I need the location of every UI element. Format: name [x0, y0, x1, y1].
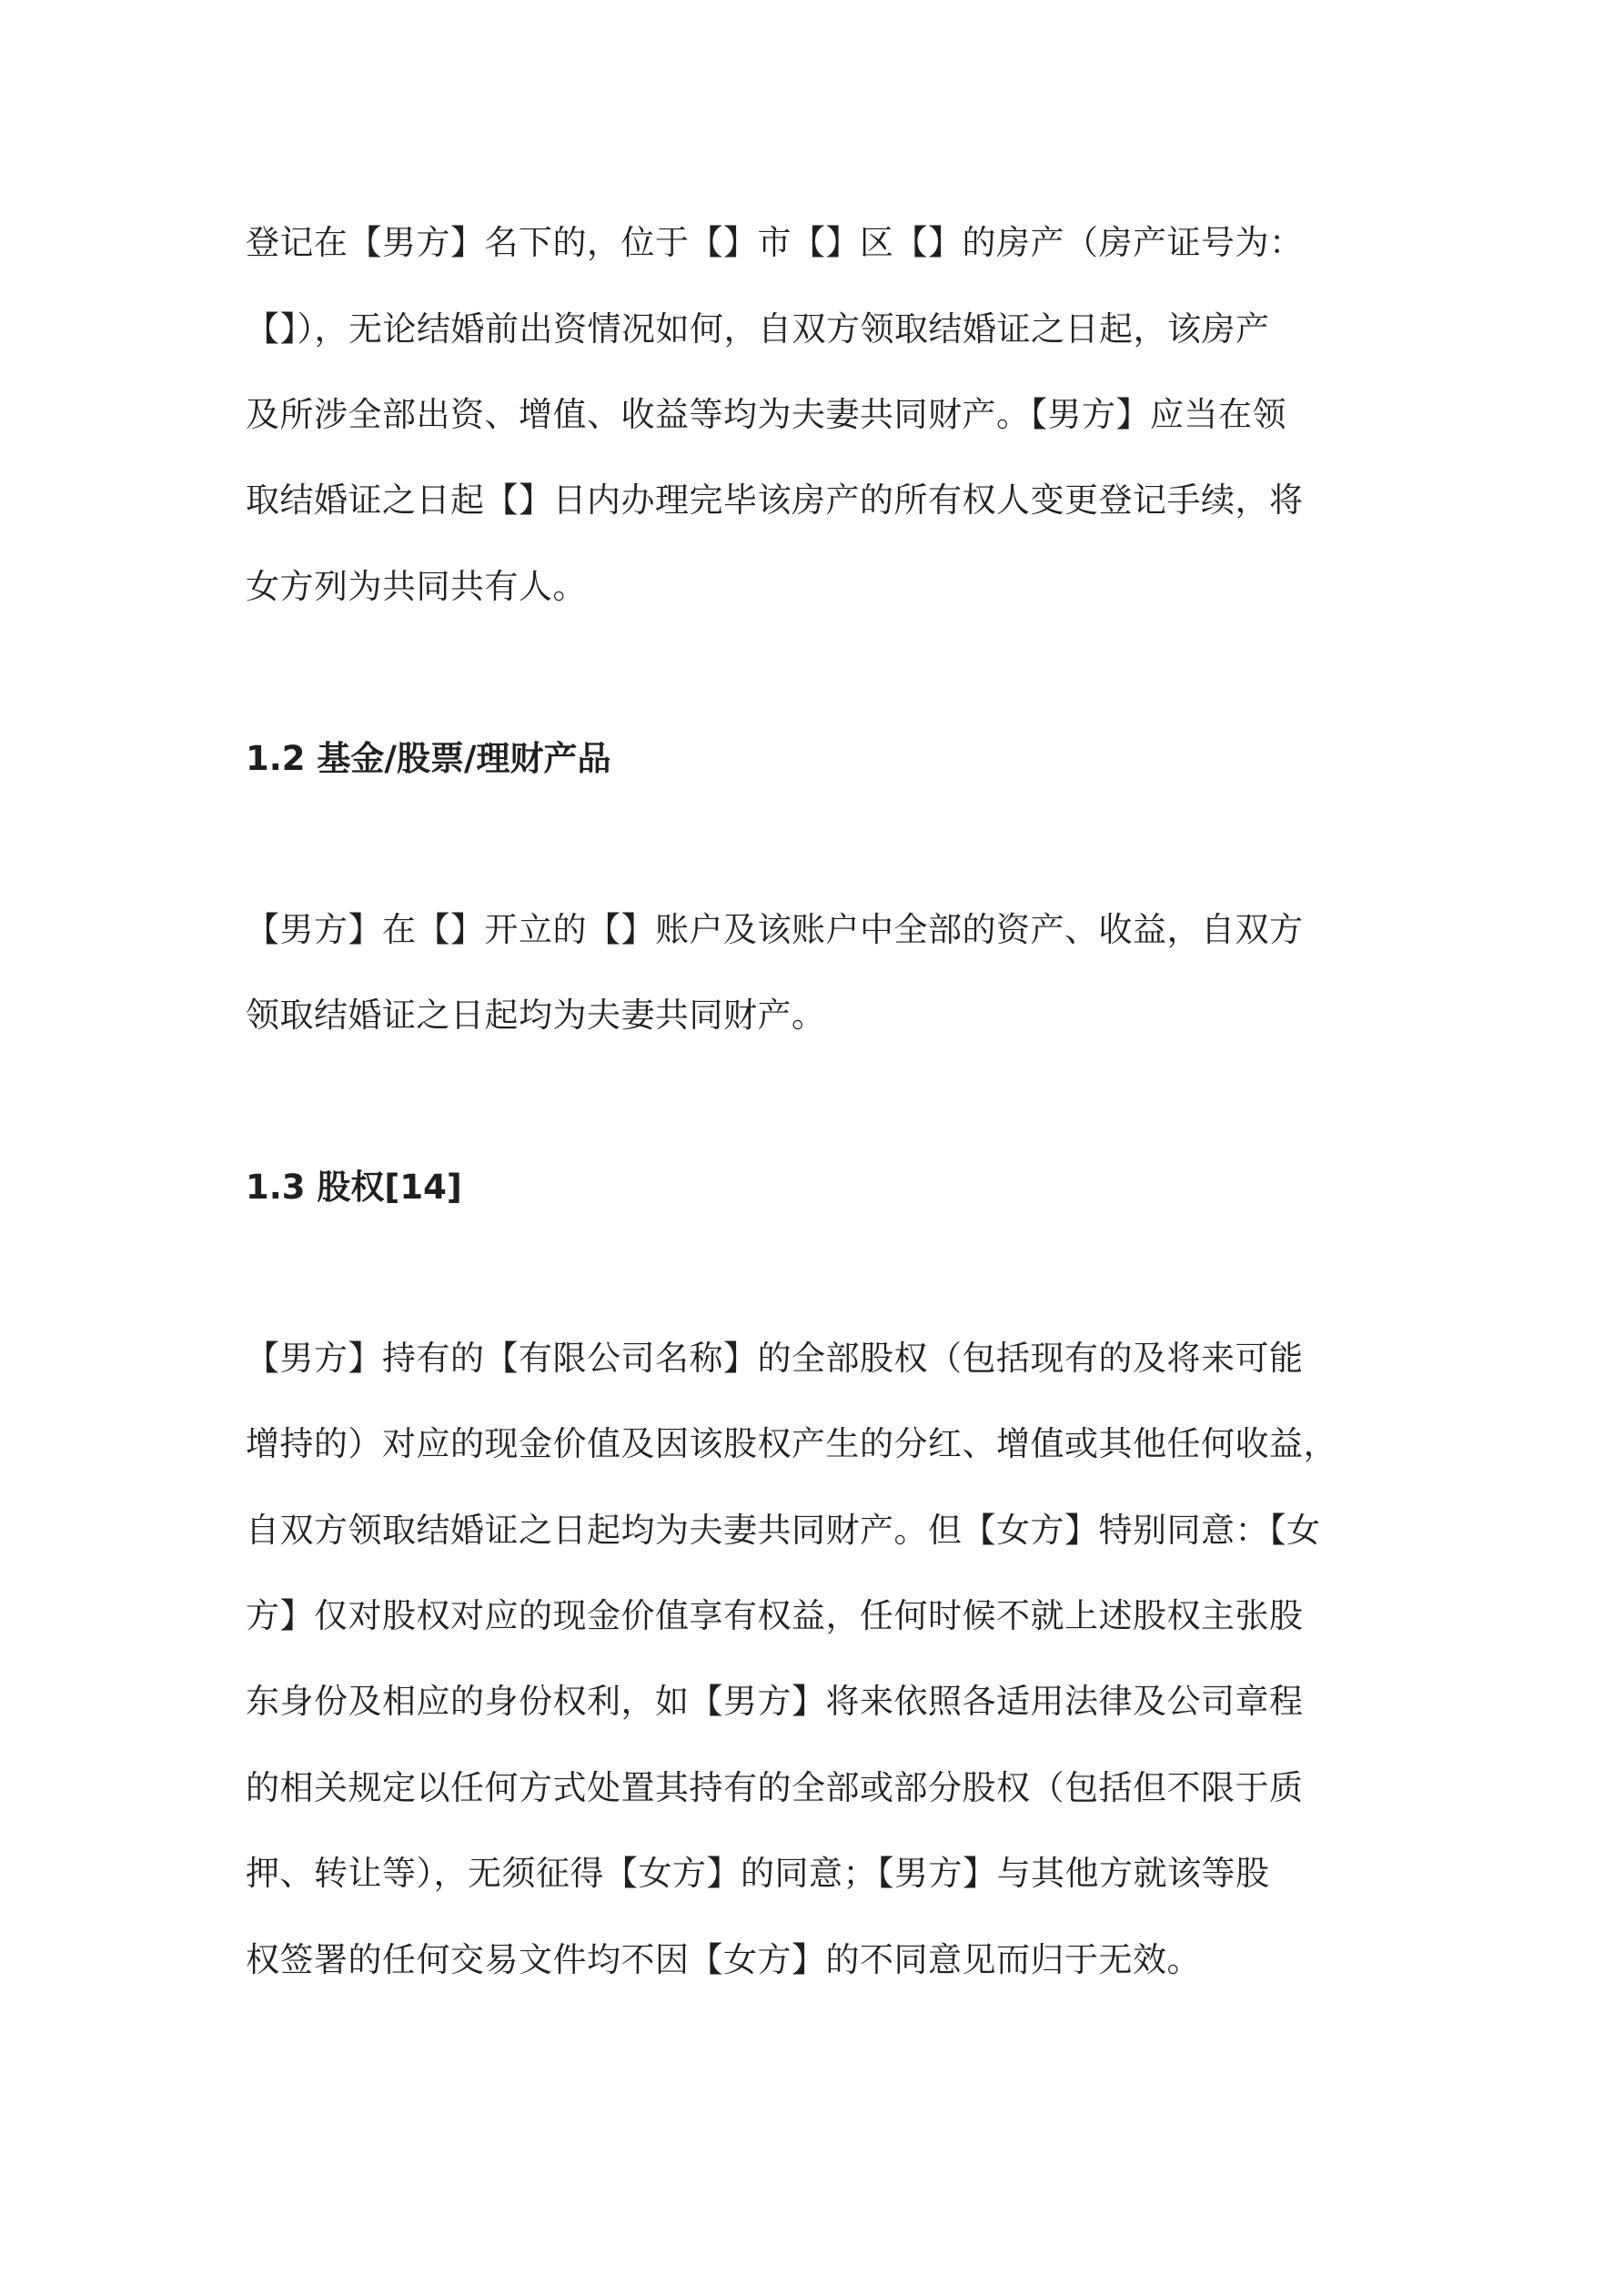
paragraph-3-line: 的相关规定以任何方式处置其持有的全部或部分股权（包括但不限于质: [246, 1768, 1304, 1807]
section-heading-1-3: 1.3 股权[14]: [246, 1168, 462, 1207]
paragraph-1-line: 及所涉全部出资、增值、收益等均为夫妻共同财产。【男方】应当在领: [246, 395, 1286, 434]
paragraph-1-line: 【】），无论结婚前出资情况如何，自双方领取结婚证之日起，该房产: [246, 309, 1270, 349]
paragraph-3-line: 东身份及相应的身份权利，如【男方】将来依照各适用法律及公司章程: [246, 1682, 1304, 1721]
paragraph-3-line: 自双方领取结婚证之日起均为夫妻共同财产。但【女方】特别同意：【女: [246, 1511, 1321, 1550]
paragraph-3-line: 【男方】持有的【有限公司名称】的全部股权（包括现有的及将来可能: [246, 1339, 1304, 1378]
paragraph-2-line: 【男方】在【】开立的【】账户及该账户中全部的资产、收益，自双方: [246, 910, 1304, 949]
paragraph-3-line: 权签署的任何交易文件均不因【女方】的不同意见而归于无效。: [246, 1940, 1201, 1979]
paragraph-1-line: 女方列为共同共有人。: [246, 567, 587, 606]
section-heading-1-2: 1.2 基金/股票/理财产品: [246, 739, 611, 778]
paragraph-3-line: 押、转让等），无须征得【女方】的同意；【男方】与其他方就该等股: [246, 1854, 1270, 1893]
paragraph-3-line: 增持的）对应的现金价值及因该股权产生的分红、增值或其他任何收益，: [246, 1424, 1337, 1463]
paragraph-3-line: 方】仅对股权对应的现金价值享有权益，任何时候不就上述股权主张股: [246, 1596, 1304, 1635]
paragraph-2-line: 领取结婚证之日起均为夫妻共同财产。: [246, 996, 826, 1035]
paragraph-1-line: 取结婚证之日起【】日内办理完毕该房产的所有权人变更登记手续，将: [246, 480, 1304, 520]
paragraph-1-line: 登记在【男方】名下的，位于【】市【】区【】的房产（房产证号为：: [246, 223, 1304, 262]
